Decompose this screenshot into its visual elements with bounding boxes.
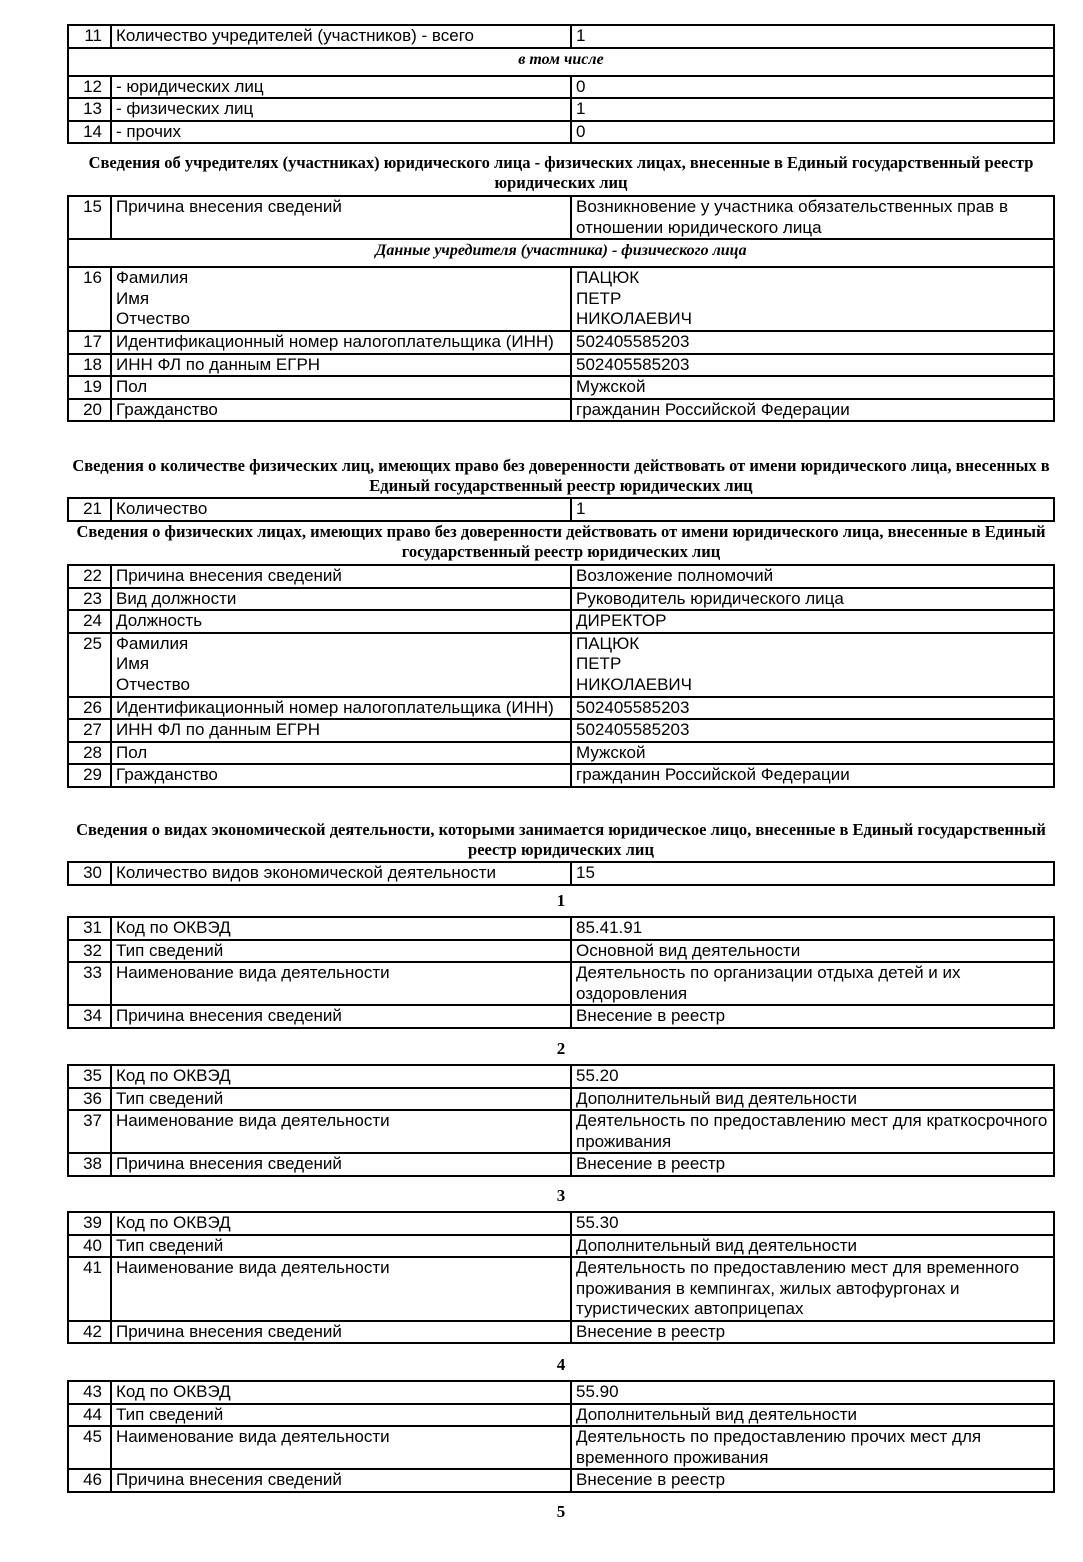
row-value: Деятельность по предоставлению мест для временного проживания в кемпингах, жилых автофургонах и туристических автоприцепах	[571, 1257, 1054, 1321]
row-number: 30	[68, 862, 111, 885]
table-row	[68, 719, 1054, 742]
row-label: Количество	[111, 498, 571, 521]
row-value: Дополнительный вид деятельности	[571, 1088, 1054, 1111]
row-label: Количество видов экономической деятельности	[111, 862, 571, 885]
activity-table	[67, 1064, 1055, 1177]
table-row	[68, 399, 1054, 422]
table-row	[68, 1235, 1054, 1258]
row-label: Наименование вида деятельности	[111, 1110, 571, 1153]
row-value: Возложение полномочий	[571, 565, 1054, 588]
table-row	[68, 917, 1054, 940]
row-label: Идентификационный номер налогоплательщика (ИНН)	[111, 697, 571, 720]
row-number: 31	[68, 917, 111, 940]
row-value: 55.20	[571, 1065, 1054, 1088]
row-number: 13	[68, 98, 111, 121]
table-row	[68, 121, 1054, 144]
surname-label: Фамилия	[116, 633, 189, 653]
row-label: Наименование вида деятельности	[111, 1257, 571, 1321]
row-value: ДИРЕКТОР	[571, 610, 1054, 633]
activity-index: 1	[556, 891, 566, 910]
row-value: 502405585203	[571, 331, 1054, 354]
table-row	[68, 633, 1054, 697]
row-number: 34	[68, 1005, 111, 1028]
row-number: 38	[68, 1153, 111, 1176]
row-number: 43	[68, 1381, 111, 1404]
row-value: 55.30	[571, 1212, 1054, 1235]
row-label: Вид должности	[111, 588, 571, 611]
table-row	[68, 962, 1054, 1005]
row-label: Тип сведений	[111, 1235, 571, 1258]
row-value: гражданин Российской Федерации	[571, 399, 1054, 422]
row-value: Дополнительный вид деятельности	[571, 1404, 1054, 1427]
heading-persons: Сведения о физических лицах, имеющих право без доверенности действовать от имени юридического лица, внесенные в Единый государственный реестр юридических лиц	[76, 522, 1046, 561]
row-label: Код по ОКВЭД	[111, 1065, 571, 1088]
table-row	[68, 1212, 1054, 1235]
row-label: - прочих	[111, 121, 571, 144]
authorized-person-table	[67, 564, 1055, 788]
table-row	[68, 1110, 1054, 1153]
table-row	[68, 742, 1054, 765]
activity-table	[67, 916, 1055, 1029]
table-row	[68, 565, 1054, 588]
row-number: 19	[68, 376, 111, 399]
row-value: 502405585203	[571, 697, 1054, 720]
table-row	[68, 1005, 1054, 1028]
row-number: 33	[68, 962, 111, 1005]
row-label: Причина внесения сведений	[111, 196, 571, 239]
founders-count-table	[67, 24, 1055, 144]
row-number: 37	[68, 1110, 111, 1153]
table-row	[68, 588, 1054, 611]
row-number: 20	[68, 399, 111, 422]
row-value: Деятельность по предоставлению прочих мест для временного проживания	[571, 1426, 1054, 1469]
row-value	[571, 633, 1054, 697]
row-number: 46	[68, 1469, 111, 1492]
row-value: 85.41.91	[571, 917, 1054, 940]
table-row	[68, 940, 1054, 963]
row-label: ИНН ФЛ по данным ЕГРН	[111, 354, 571, 377]
activity-index: 3	[556, 1186, 566, 1205]
row-number: 42	[68, 1321, 111, 1344]
row-value	[571, 267, 1054, 331]
row-label: Код по ОКВЭД	[111, 1212, 571, 1235]
table-row	[68, 1426, 1054, 1469]
table-row	[68, 196, 1054, 239]
row-number: 41	[68, 1257, 111, 1321]
surname-value: ПАЦЮК	[576, 633, 640, 653]
surname-value: ПАЦЮК	[576, 268, 640, 287]
table-row	[68, 764, 1054, 787]
row-number: 11	[68, 25, 111, 48]
row-value: 1	[571, 25, 1054, 48]
table-row	[68, 98, 1054, 121]
heading-activities: Сведения о видах экономической деятельности, которыми занимается юридическое лицо, внесенные в Единый государственный реестр юридических лиц	[76, 820, 1046, 859]
row-number: 24	[68, 610, 111, 633]
row-label: Тип сведений	[111, 940, 571, 963]
row-label: Должность	[111, 610, 571, 633]
row-value: 15	[571, 862, 1054, 885]
row-value: 0	[571, 121, 1054, 144]
table-row	[68, 498, 1054, 521]
row-label: Пол	[111, 742, 571, 765]
row-number: 45	[68, 1426, 111, 1469]
row-number: 17	[68, 331, 111, 354]
row-value: Возникновение у участника обязательственных прав в отношении юридического лица	[571, 196, 1054, 239]
table-row	[68, 1257, 1054, 1321]
row-number: 15	[68, 196, 111, 239]
table-row	[68, 1469, 1054, 1492]
founder-person-table	[67, 195, 1055, 422]
patronymic-label: Отчество	[116, 309, 190, 328]
row-label: Тип сведений	[111, 1088, 571, 1111]
table-subheading-row	[68, 48, 1054, 76]
activity-index: 4	[556, 1355, 566, 1374]
row-value: Внесение в реестр	[571, 1005, 1054, 1028]
row-value: 502405585203	[571, 719, 1054, 742]
row-number: 21	[68, 498, 111, 521]
table-row	[68, 862, 1054, 885]
row-value: Деятельность по организации отдыха детей и их оздоровления	[571, 962, 1054, 1005]
row-label	[111, 633, 571, 697]
row-value: гражданин Российской Федерации	[571, 764, 1054, 787]
table-row	[68, 697, 1054, 720]
patronymic-value: НИКОЛАЕВИЧ	[576, 674, 692, 694]
row-number: 26	[68, 697, 111, 720]
table-row	[68, 376, 1054, 399]
row-number: 39	[68, 1212, 111, 1235]
name-label: Имя	[116, 288, 150, 308]
table-row	[68, 354, 1054, 377]
row-number: 25	[68, 633, 111, 697]
table-subheading-row	[68, 239, 1054, 267]
name-value: ПЕТР	[576, 288, 622, 308]
row-label: Причина внесения сведений	[111, 565, 571, 588]
activity-index: 2	[556, 1039, 566, 1058]
table-row	[68, 267, 1054, 331]
table-row	[68, 1153, 1054, 1176]
table-row	[68, 1381, 1054, 1404]
row-value: Внесение в реестр	[571, 1321, 1054, 1344]
row-value: 1	[571, 98, 1054, 121]
activities-count-table	[67, 861, 1055, 886]
row-number: 29	[68, 764, 111, 787]
surname-label: Фамилия	[116, 268, 189, 287]
row-number: 28	[68, 742, 111, 765]
row-value: Основной вид деятельности	[571, 940, 1054, 963]
row-value: Внесение в реестр	[571, 1469, 1054, 1492]
row-value: Дополнительный вид деятельности	[571, 1235, 1054, 1258]
row-number: 14	[68, 121, 111, 144]
row-value: Мужской	[571, 742, 1054, 765]
row-label: Код по ОКВЭД	[111, 917, 571, 940]
row-label: Гражданство	[111, 764, 571, 787]
row-value: 1	[571, 498, 1054, 521]
row-number: 18	[68, 354, 111, 377]
table-row	[68, 610, 1054, 633]
row-value: 502405585203	[571, 354, 1054, 377]
row-value: 0	[571, 76, 1054, 99]
table-row	[68, 1404, 1054, 1427]
row-value: Мужской	[571, 376, 1054, 399]
row-label: - юридических лиц	[111, 76, 571, 99]
row-number: 40	[68, 1235, 111, 1258]
row-label: Наименование вида деятельности	[111, 962, 571, 1005]
row-label: - физических лиц	[111, 98, 571, 121]
row-number: 23	[68, 588, 111, 611]
row-value: 55.90	[571, 1381, 1054, 1404]
name-value: ПЕТР	[576, 654, 622, 673]
row-label: Причина внесения сведений	[111, 1005, 571, 1028]
row-number: 32	[68, 940, 111, 963]
row-label: ИНН ФЛ по данным ЕГРН	[111, 719, 571, 742]
row-number: 16	[68, 267, 111, 331]
table-row	[68, 331, 1054, 354]
row-number: 36	[68, 1088, 111, 1111]
heading-count-persons: Сведения о количестве физических лиц, имеющих право без доверенности действовать от имени юридического лица, внесенных в Единый государственный реестр юридических лиц	[72, 456, 1050, 495]
row-label: Количество учредителей (участников) - всего	[111, 25, 571, 48]
row-number: 12	[68, 76, 111, 99]
subheading-founder-data: Данные учредителя (участника) - физического лица	[68, 239, 1054, 267]
heading-founders: Сведения об учредителях (участниках) юридического лица - физических лицах, внесенные в Единый государственный реестр юридических лиц	[88, 153, 1034, 192]
activity-table	[67, 1211, 1055, 1344]
table-row	[68, 76, 1054, 99]
subheading-including: в том числе	[68, 48, 1054, 76]
patronymic-label: Отчество	[116, 674, 190, 694]
persons-count-table	[67, 497, 1055, 522]
row-label: Идентификационный номер налогоплательщика (ИНН)	[111, 331, 571, 354]
name-label: Имя	[116, 654, 150, 673]
row-label: Код по ОКВЭД	[111, 1381, 571, 1404]
activity-table	[67, 1380, 1055, 1493]
row-label: Наименование вида деятельности	[111, 1426, 571, 1469]
row-label: Пол	[111, 376, 571, 399]
row-number: 44	[68, 1404, 111, 1427]
row-number: 27	[68, 719, 111, 742]
row-number: 22	[68, 565, 111, 588]
row-value: Руководитель юридического лица	[571, 588, 1054, 611]
patronymic-value: НИКОЛАЕВИЧ	[576, 309, 692, 328]
table-row	[68, 25, 1054, 48]
row-label: Причина внесения сведений	[111, 1321, 571, 1344]
row-number: 35	[68, 1065, 111, 1088]
row-value: Внесение в реестр	[571, 1153, 1054, 1176]
activity-index: 5	[556, 1502, 566, 1521]
row-value: Деятельность по предоставлению мест для краткосрочного проживания	[571, 1110, 1054, 1153]
row-label: Причина внесения сведений	[111, 1469, 571, 1492]
table-row	[68, 1065, 1054, 1088]
row-label: Гражданство	[111, 399, 571, 422]
row-label: Причина внесения сведений	[111, 1153, 571, 1176]
row-label	[111, 267, 571, 331]
table-row	[68, 1321, 1054, 1344]
table-row	[68, 1088, 1054, 1111]
row-label: Тип сведений	[111, 1404, 571, 1427]
